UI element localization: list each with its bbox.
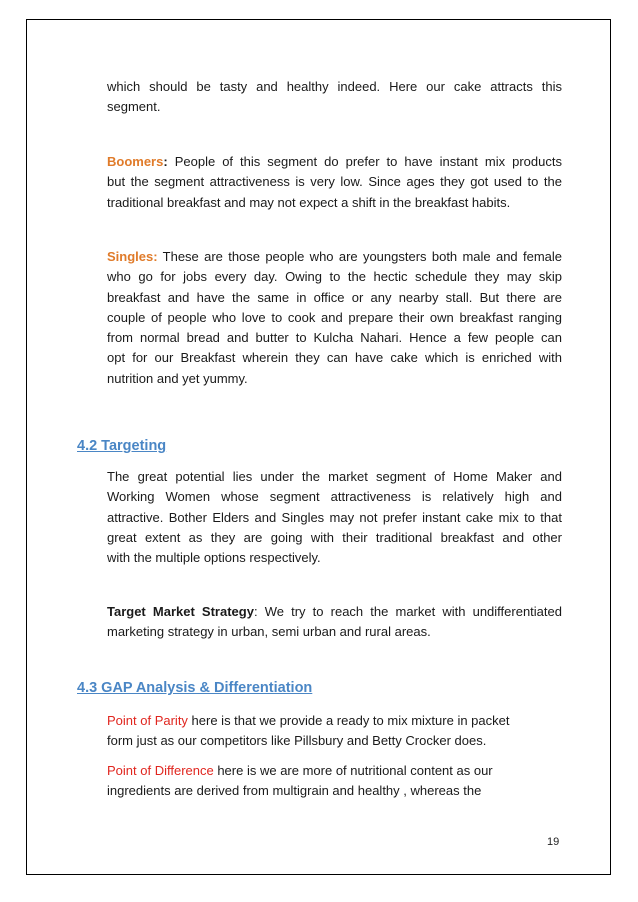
singles-line-1-text: These are those people who are youngsters both male and female: [157, 249, 562, 264]
targeting-line-2: Working Women whose segment attractiveness is relatively high and: [107, 489, 562, 505]
singles-line-5: from normal bread and butter to Kulcha Nahari. Hence a few people can: [107, 330, 562, 346]
difference-label: Point of Difference: [107, 763, 214, 778]
boomers-line-2: but the segment attractiveness is very low. Since ages they got used to the: [107, 174, 562, 190]
targeting-heading: 4.2 Targeting: [77, 438, 167, 454]
intro-paragraph: [107, 77, 562, 118]
boomers-line-1-text: People of this segment do prefer to have instant mix products: [167, 154, 562, 169]
singles-line-4: couple of people who love to cook and prepare their own breakfast ranging: [107, 309, 562, 325]
singles-paragraph: [107, 247, 562, 389]
parity-line-2: form just as our competitors like Pillsbury and Betty Crocker does.: [107, 733, 487, 749]
boomers-label: Boomers: [107, 154, 164, 169]
strategy-line-2: marketing strategy in urban, semi urban and rural areas.: [107, 624, 431, 640]
singles-line-7: nutrition and yet yummy.: [107, 370, 248, 386]
singles-line-6: opt for our Breakfast wherein they can have cake which is enriched with: [107, 350, 562, 366]
difference-paragraph: [107, 761, 562, 802]
boomers-paragraph: [107, 152, 562, 213]
singles-line-3: breakfast and have the same in office or any nearby stall. But there are: [107, 289, 562, 305]
targeting-line-1: The great potential lies under the market segment of Home Maker and: [107, 469, 562, 484]
strategy-label: Target Market Strategy: [107, 604, 254, 619]
parity-paragraph: [107, 711, 562, 752]
intro-line-1: which should be tasty and healthy indeed. Here our cake attracts this: [107, 79, 562, 94]
strategy-line-1: [107, 602, 562, 622]
strategy-paragraph: [107, 602, 562, 643]
gap-heading: 4.3 GAP Analysis & Differentiation: [77, 680, 313, 696]
boomers-colon: :: [163, 154, 168, 169]
targeting-paragraph: [107, 467, 562, 568]
boomers-line-3: traditional breakfast and may not expect a shift in the breakfast habits.: [107, 194, 511, 210]
page-number: 19: [547, 836, 560, 848]
parity-line-1: [107, 711, 562, 731]
strategy-line-1-text: : We try to reach the market with undifferentiated: [253, 604, 562, 619]
parity-label: Point of Parity: [107, 713, 188, 728]
difference-line-2: ingredients are derived from multigrain and healthy , whereas the: [107, 783, 482, 799]
targeting-line-5: with the multiple options respectively.: [107, 550, 321, 566]
difference-line-1: [107, 761, 562, 781]
singles-line-2: who go for jobs every day. Owing to the hectic schedule they may skip: [107, 269, 562, 285]
targeting-line-4: great extent as they are going with their traditional breakfast and other: [107, 529, 562, 545]
singles-line-1: [107, 247, 562, 267]
difference-line-1-text: here is we are more of nutritional content as our: [213, 763, 493, 778]
targeting-line-3: attractive. Bother Elders and Singles may not prefer instant cake mix to that: [107, 509, 562, 525]
boomers-line-1: [107, 152, 562, 172]
singles-label: Singles:: [107, 249, 158, 264]
intro-line-2: segment.: [107, 99, 161, 115]
parity-line-1-text: here is that we provide a ready to mix mixture in packet: [187, 713, 510, 728]
